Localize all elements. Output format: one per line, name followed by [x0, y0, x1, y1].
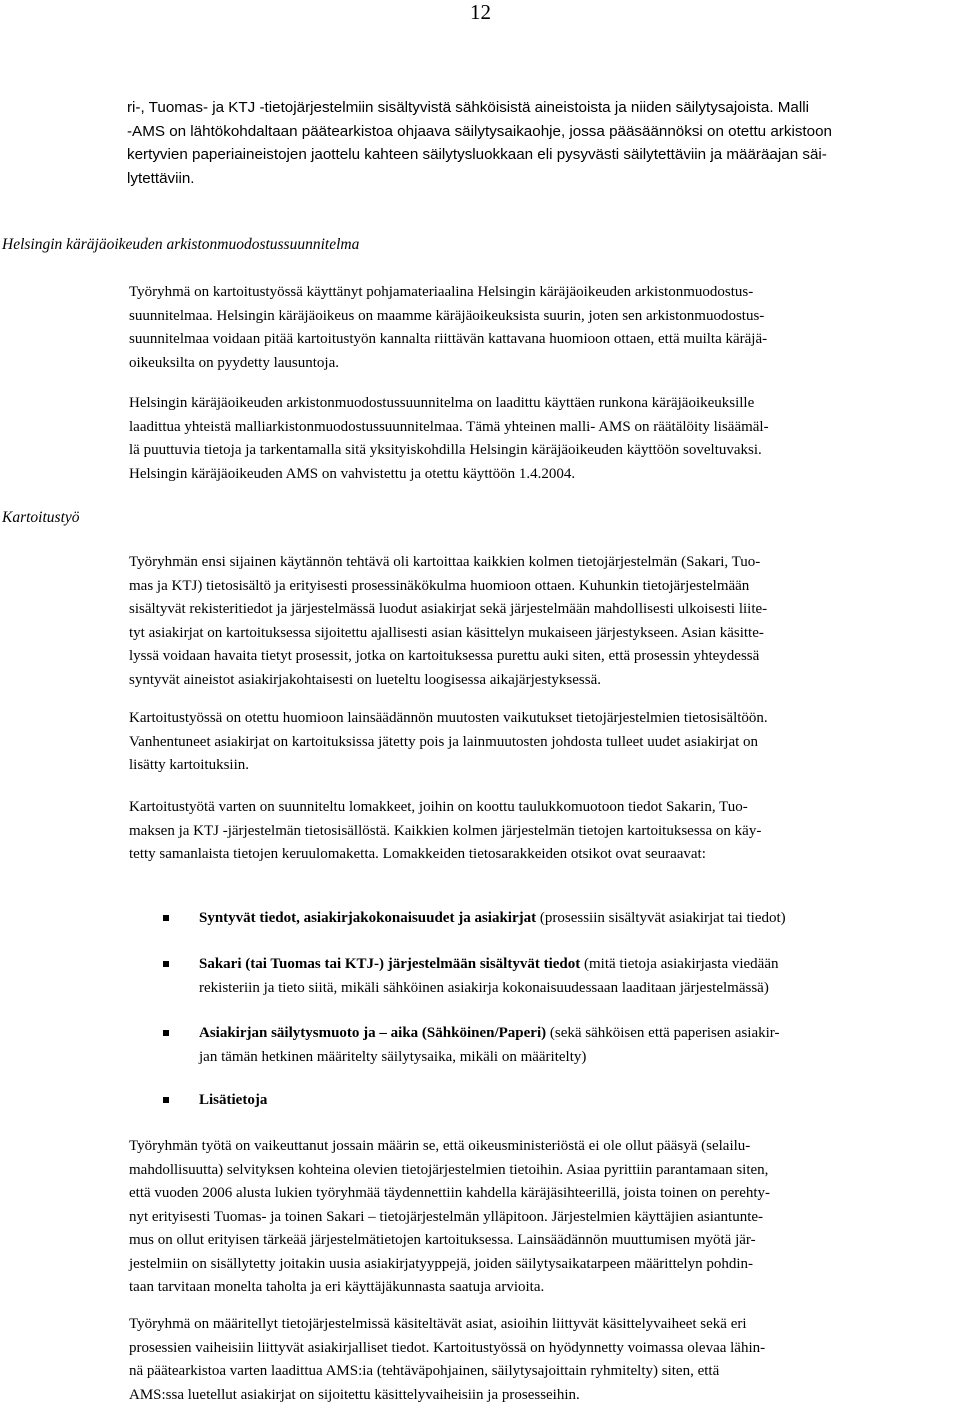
text-line: lytettäviin.	[127, 167, 952, 191]
text-line: maksen ja KTJ -järjestelmän tietosisällöstä. Kaikkien kolmen järjestelmän tietojen kartoituksessa on käy-	[129, 820, 949, 844]
text-line: suunnitelmaa voidaan pitää kartoitustyön kannalta riittävän kattavana huomioon ottaen, että muilta käräjä-	[129, 328, 949, 352]
list-item	[163, 907, 960, 931]
list-item-bold: Asiakirjan säilytysmuoto ja – aika (Sähköinen/Paperi)	[199, 1025, 546, 1041]
bullet-square-icon	[163, 1097, 169, 1103]
helsinki-paragraph-2	[129, 392, 949, 486]
helsinki-paragraph-1	[129, 281, 949, 375]
text-line: Vanhentuneet asiakirjat on kartoituksissa jätetty pois ja lainmuutosten johdosta tulleet uudet asiakirjat on	[129, 731, 949, 755]
bullet-square-icon	[163, 961, 169, 967]
text-line: nä päätearkistoa varten laadittua AMS:ia (tehtäväpohjainen, säilytysajoittain ryhmitelty) siten, että	[129, 1360, 949, 1384]
list-item-text-line2: rekisteriin ja tieto siitä, mikäli sähköinen asiakirja kokonaisuudessaan laaditaan järjestelmässä)	[199, 977, 960, 1001]
kartoitus-paragraph-4	[129, 1135, 949, 1300]
list-item-bold: Lisätietoja	[199, 1092, 267, 1108]
text-line: mahdollisuutta) selvityksen kohteina olevien tietojärjestelmien tietoihin. Asiaa pyrittiin parantamaan siten,	[129, 1159, 949, 1183]
text-line: Työryhmän ensi sijainen käytännön tehtävä oli kartoittaa kaikkien kolmen tietojärjestelmän (Sakari, Tuo-	[129, 551, 949, 575]
text-line: prosessien vaiheisiin liittyvät asiakirjalliset tiedot. Kartoitustyössä on hyödynnetty voimassa olevaa lähin-	[129, 1337, 949, 1361]
bullet-square-icon	[163, 1030, 169, 1036]
text-line: kertyvien paperiaineistojen jaottelu kahteen säilytysluokkaan eli pysyvästi säilytettäviin ja määräajan säi-	[127, 143, 952, 167]
list-item	[163, 1089, 960, 1113]
text-line: tyt asiakirjat on kartoituksessa sijoitettu ajallisesti asian käsittelyn mukaiseen järjestykseen. Asian käsitte-	[129, 622, 949, 646]
text-line: lä puuttuvia tietoja ja tarkentamalla sitä yksityiskohdilla Helsingin käräjäoikeuden käyttöön soveltuvaksi.	[129, 439, 949, 463]
text-line: suunnitelmaa. Helsingin käräjäoikeus on maamme käräjäoikeuksista suurin, joten sen arkistonmuodostus-	[129, 305, 949, 329]
text-line: lyssä voidaan havaita tietyt prosessit, jotka on kartoituksessa purettu auki siten, että prosessin yhteydessä	[129, 645, 949, 669]
text-line: sisältyvät rekisteritiedot ja järjestelmässä luodut asiakirjat sekä järjestelmään mahdollisesti ulkoisesti liite-	[129, 598, 949, 622]
list-item-text: (sekä sähköisen että paperisen asiakir-	[546, 1025, 779, 1041]
list-item-text: (mitä tietoja asiakirjasta viedään	[580, 956, 778, 972]
list-item-text: (prosessiin sisältyvät asiakirjat tai tiedot)	[536, 910, 786, 926]
text-line: että vuoden 2006 alusta lukien työryhmää täydennettiin kahdella käräjäsihteerillä, joista toinen on perehty-	[129, 1182, 949, 1206]
text-line: taan tarvitaan monelta taholta ja eri käyttäjäkunnasta saatuja arvioita.	[129, 1276, 949, 1300]
text-line: lisätty kartoituksiin.	[129, 754, 949, 778]
list-item-bold: Syntyvät tiedot, asiakirjakokonaisuudet ja asiakirjat	[199, 910, 536, 926]
text-line: AMS:ssa luetellut asiakirjat on sijoitettu käsittelyvaiheisiin ja prosesseihin.	[129, 1384, 949, 1407]
text-line: tetty samanlaista tietojen keruulomaketta. Lomakkeiden tietosarakkeiden otsikot ovat seuraavat:	[129, 843, 949, 867]
text-line: mas ja KTJ) tietosisältö ja erityisesti prosessinäkökulma huomioon ottaen. Kuhunkin tietojärjestelmään	[129, 575, 949, 599]
text-line: Työryhmä on määritellyt tietojärjestelmissä käsiteltävät asiat, asioihin liittyvät käsittelyvaiheet sekä eri	[129, 1313, 949, 1337]
text-line: laadittua yhteistä malliarkistonmuodostussuunnitelmaa. Tämä yhteinen malli- AMS on räätälöity lisäämäl-	[129, 416, 949, 440]
kartoitus-paragraph-3	[129, 796, 949, 867]
list-item-text-line2: jan tämän hetkinen määritelty säilytysaika, mikäli on määritelty)	[199, 1046, 960, 1070]
kartoitus-paragraph-1	[129, 551, 949, 692]
list-item	[163, 953, 960, 1000]
kartoitus-paragraph-5	[129, 1313, 949, 1407]
text-line: ri-, Tuomas- ja KTJ -tietojärjestelmiin sisältyvistä sähköisistä aineistoista ja niiden säilytysajoista. Malli	[127, 96, 952, 120]
section-heading-helsinki: Helsingin käräjäoikeuden arkistonmuodostussuunnitelma	[2, 234, 359, 256]
text-line: Kartoitustyössä on otettu huomioon lainsäädännön muutosten vaikutukset tietojärjestelmien tietosisältöön.	[129, 707, 949, 731]
text-line: Helsingin käräjäoikeuden arkistonmuodostussuunnitelma on laadittu käyttäen runkona käräjäoikeuksille	[129, 392, 949, 416]
text-line: Kartoitustyötä varten on suunniteltu lomakkeet, joihin on koottu taulukkomuotoon tiedot Sakarin, Tuo-	[129, 796, 949, 820]
list-item-bold: Sakari (tai Tuomas tai KTJ-) järjestelmään sisältyvät tiedot	[199, 956, 580, 972]
text-line: syntyvät aineistot asiakirjakohtaisesti on lueteltu loogisessa aikajärjestyksessä.	[129, 669, 949, 693]
text-line: nyt erityisesti Tuomas- ja toinen Sakari – tietojärjestelmän ylläpitoon. Järjestelmien käyttäjien asiantunte-	[129, 1206, 949, 1230]
text-line: Helsingin käräjäoikeuden AMS on vahvistettu ja otettu käyttöön 1.4.2004.	[129, 463, 949, 487]
intro-paragraph	[127, 96, 952, 190]
text-line: Työryhmä on kartoitustyössä käyttänyt pohjamateriaalina Helsingin käräjäoikeuden arkistonmuodostus-	[129, 281, 949, 305]
kartoitus-paragraph-2	[129, 707, 949, 778]
section-heading-kartoitustyo: Kartoitustyö	[2, 507, 80, 529]
text-line: Työryhmän työtä on vaikeuttanut jossain määrin se, että oikeusministeriöstä ei ole ollut pääsyä (selailu-	[129, 1135, 949, 1159]
text-line: oikeuksilta on pyydetty lausuntoja.	[129, 352, 949, 376]
text-line: jestelmiin on sisällytetty joitakin uusia asiakirjatyyppejä, joiden säilytysaikatarpeen määrittelyn pohdin-	[129, 1253, 949, 1277]
text-line: -AMS on lähtökohdaltaan päätearkistoa ohjaava säilytysaikaohje, jossa pääsäännöksi on otettu arkistoon	[127, 120, 952, 144]
text-line: mus on ollut erityisen tärkeää järjestelmätietojen kartoituksessa. Lainsäädännön muuttumisen myötä jär-	[129, 1229, 949, 1253]
page-number: 12	[470, 0, 491, 26]
bullet-square-icon	[163, 915, 169, 921]
list-item	[163, 1022, 960, 1069]
